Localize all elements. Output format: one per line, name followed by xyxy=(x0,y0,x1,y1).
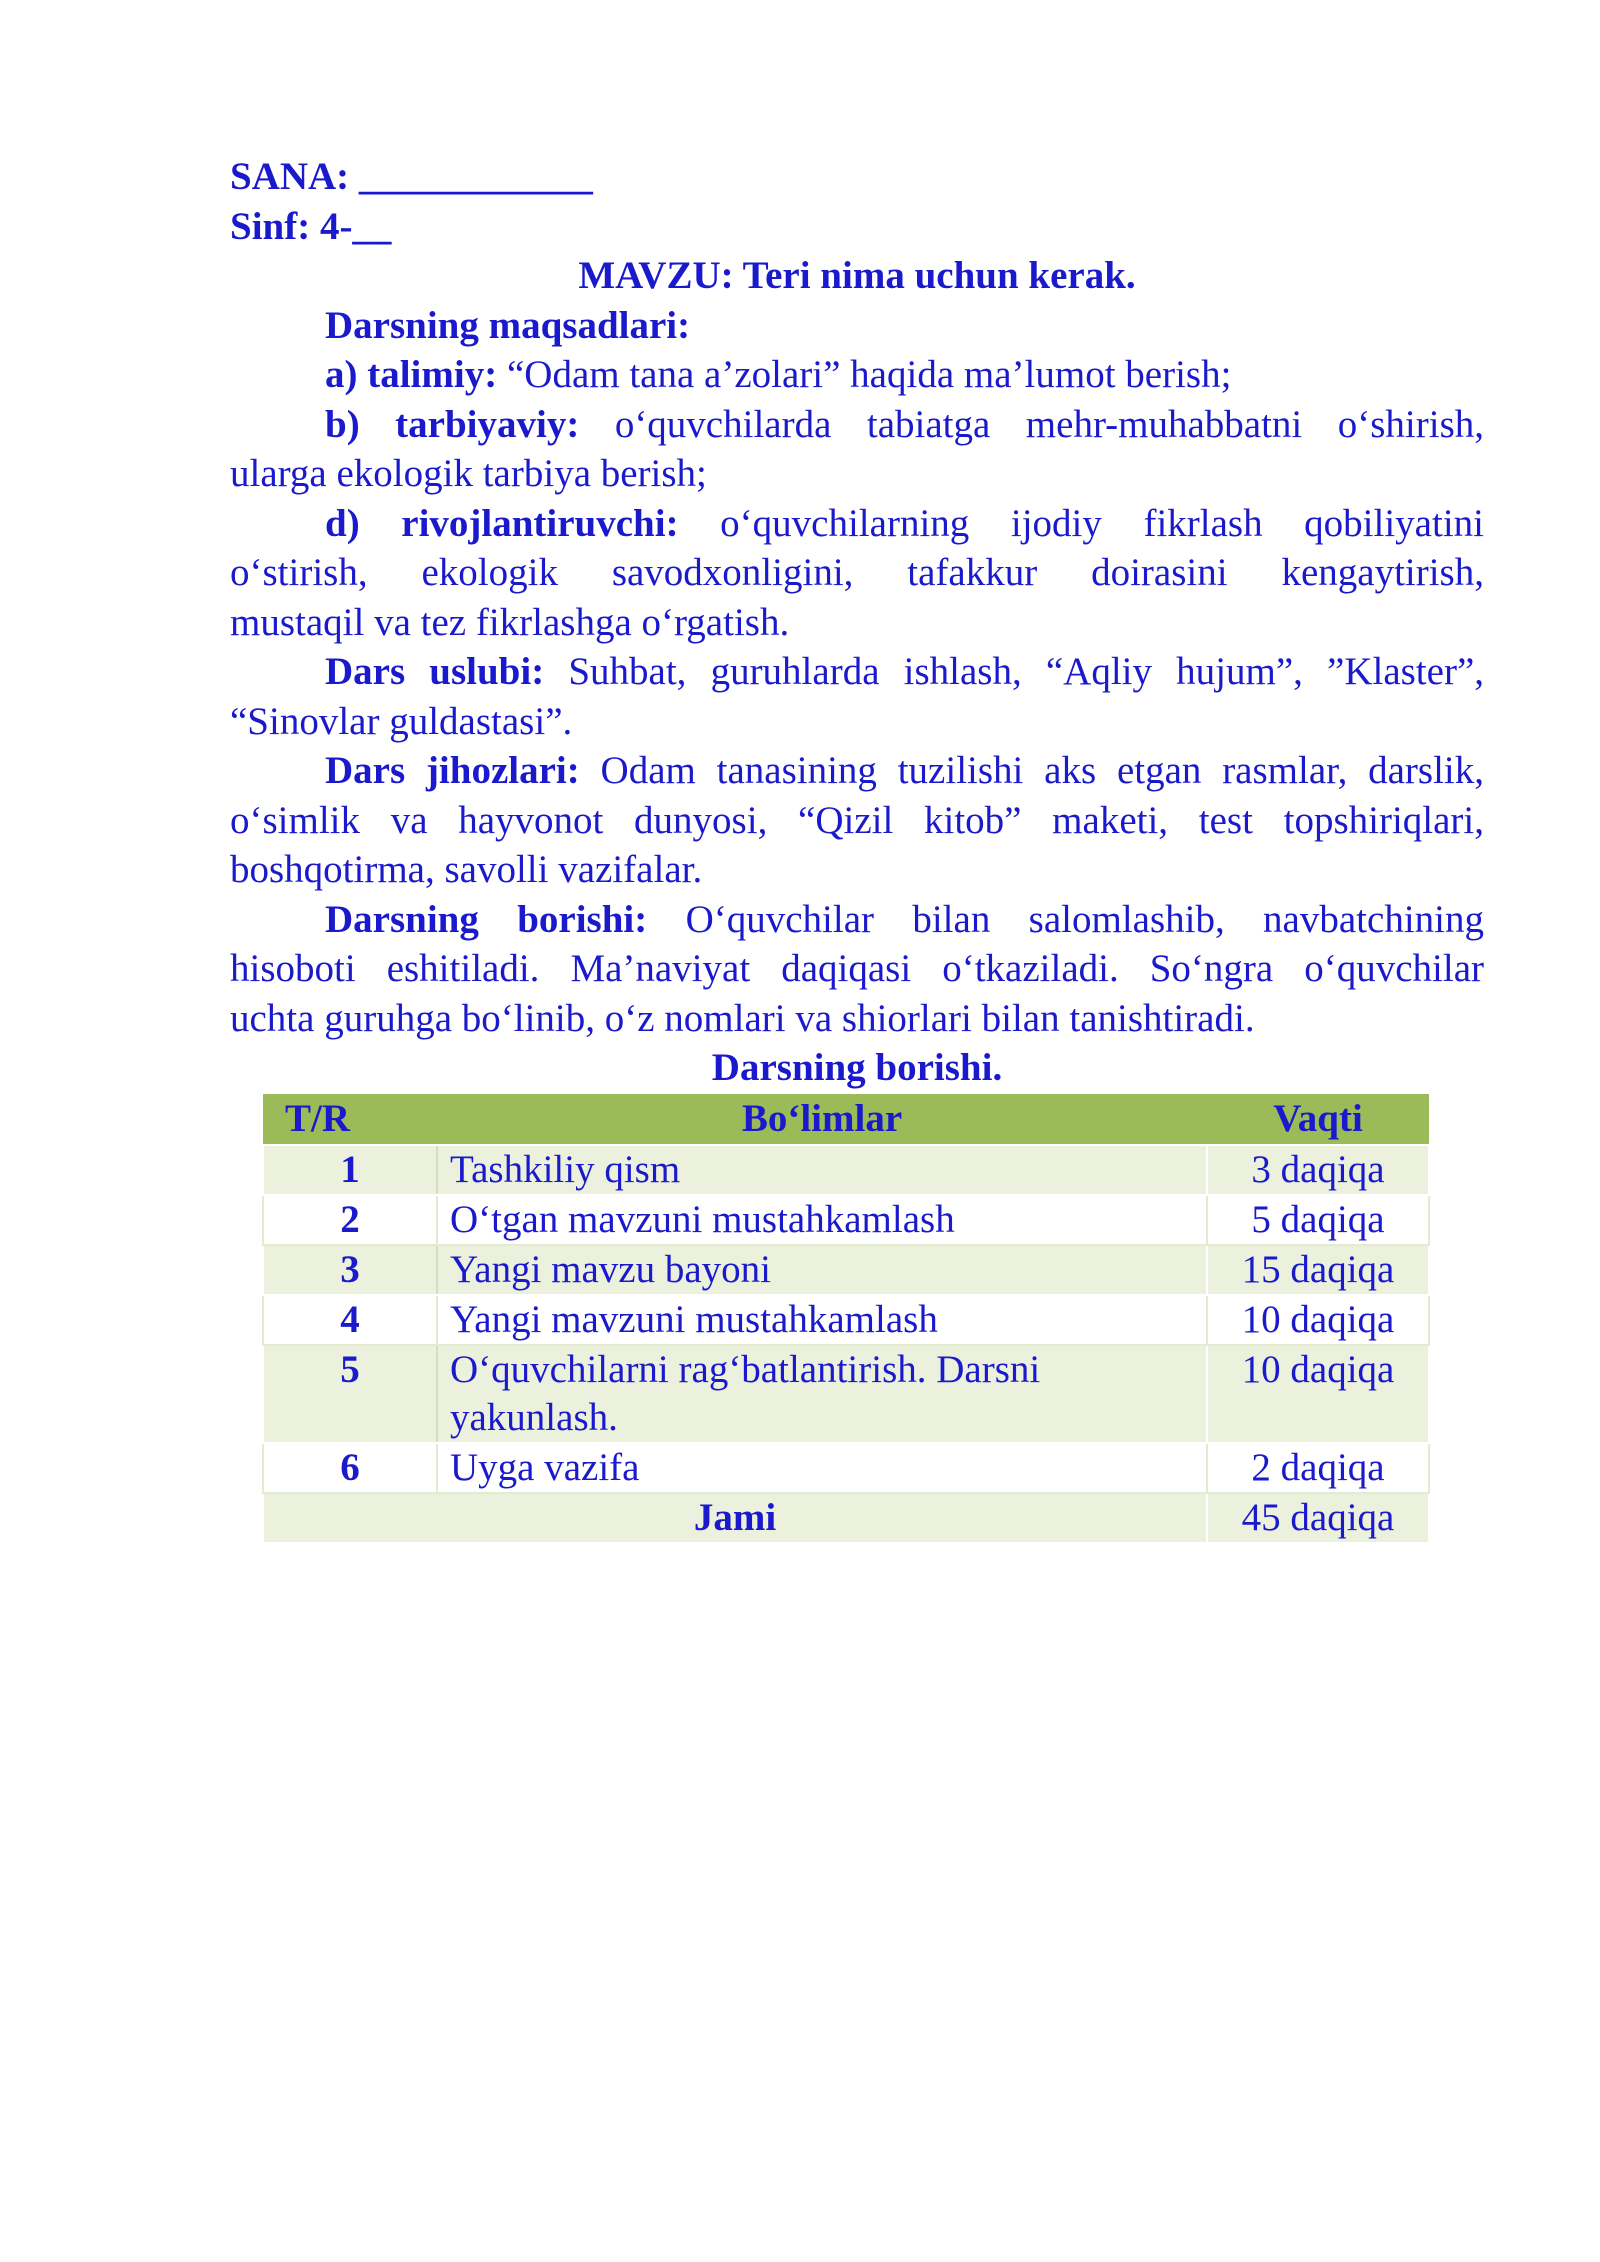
row-section: Yangi mavzu bayoni xyxy=(437,1245,1207,1295)
row-section: Uyga vazifa xyxy=(437,1443,1207,1493)
class-line: Sinf: 4-__ xyxy=(230,204,392,248)
header-section: Bo‘limlar xyxy=(437,1094,1207,1145)
date-line xyxy=(230,152,1484,202)
row-time: 2 daqiqa xyxy=(1207,1443,1429,1493)
row-num: 2 xyxy=(263,1195,437,1245)
row-time: 5 daqiqa xyxy=(1207,1195,1429,1245)
lesson-process-label: Darsning borishi: xyxy=(325,897,648,941)
header-time: Vaqti xyxy=(1207,1094,1429,1145)
lesson-method-text-1: Suhbat, guruhlarda ishlash, “Aqliy hujum”, ”Klaster”, xyxy=(568,650,1485,693)
goal-developmental-text-1: o‘quvchilarning ijodiy fikrlash qobiliyatini xyxy=(720,501,1484,545)
goal-developmental xyxy=(230,499,1484,648)
goal-developmental-text-3: mustaqil va tez fikrlashga o‘rgatish. xyxy=(230,600,790,644)
date-blank: ____________ xyxy=(358,155,593,198)
lesson-equipment-text-3: boshqotirma, savolli vazifalar. xyxy=(230,848,703,891)
goal-developmental-label: d) rivojlantiruvchi: xyxy=(325,501,679,545)
table-row xyxy=(263,1345,1429,1443)
row-section: O‘quvchilarni rag‘batlantirish. Darsni yakunlash. xyxy=(437,1345,1207,1443)
lesson-process-text-1: O‘quvchilar bilan salomlashib, navbatchining xyxy=(685,897,1484,941)
lesson-process-text-3: uchta guruhga bo‘linib, o‘z nomlari va shiorlari bilan tanishtiradi. xyxy=(230,996,1255,1040)
lesson-method-label: Dars uslubi: xyxy=(325,650,545,693)
row-time: 3 daqiqa xyxy=(1207,1145,1429,1195)
row-num: 3 xyxy=(263,1245,437,1295)
goal-upbringing-label: b) tarbiyaviy: xyxy=(325,402,580,446)
row-section: O‘tgan mavzuni mustahkamlash xyxy=(437,1195,1207,1245)
header-num: T/R xyxy=(263,1094,437,1145)
total-label: Jami xyxy=(263,1493,1207,1543)
lesson-method xyxy=(230,647,1484,746)
goal-upbringing xyxy=(230,400,1484,499)
total-time: 45 daqiqa xyxy=(1207,1493,1429,1543)
goal-educational-label: a) talimiy: xyxy=(325,353,498,396)
table-header-row xyxy=(263,1094,1429,1145)
goal-upbringing-text-1: o‘quvchilarda tabiatga mehr-muhabbatni o‘shirish, xyxy=(614,402,1485,446)
goal-educational xyxy=(230,350,1484,400)
goal-upbringing-text-2: ularga ekologik tarbiya berish; xyxy=(230,452,707,495)
table-row xyxy=(263,1195,1429,1245)
lesson-process-text-2: hisoboti eshitiladi. Ma’naviyat daqiqasi o‘tkaziladi. So‘ngra o‘quvchilar xyxy=(230,947,1484,990)
lesson-equipment xyxy=(230,746,1484,895)
document-body xyxy=(230,152,1484,1093)
row-section: Yangi mavzuni mustahkamlash xyxy=(437,1295,1207,1345)
row-num: 1 xyxy=(263,1145,437,1195)
lesson-title: MAVZU: Teri nima uchun kerak. xyxy=(578,254,1136,297)
row-section: Tashkiliy qism xyxy=(437,1145,1207,1195)
row-time: 10 daqiqa xyxy=(1207,1295,1429,1345)
table-row xyxy=(263,1295,1429,1345)
goal-developmental-text-2: o‘stirish, ekologik savodxonligini, tafakkur doirasini kengaytirish, xyxy=(230,551,1484,594)
row-num: 6 xyxy=(263,1443,437,1493)
row-num: 4 xyxy=(263,1295,437,1345)
row-time: 15 daqiqa xyxy=(1207,1245,1429,1295)
lesson-equipment-text-2: o‘simlik va hayvonot dunyosi, “Qizil kitob” maketi, test topshiriqlari, xyxy=(230,798,1484,842)
goals-heading: Darsning maqsadlari: xyxy=(325,303,691,347)
row-time: 10 daqiqa xyxy=(1207,1345,1429,1443)
lesson-method-text-2: “Sinovlar guldastasi”. xyxy=(230,699,573,743)
row-num: 5 xyxy=(263,1345,437,1443)
lesson-equipment-label: Dars jihozlari: xyxy=(325,749,580,792)
table-caption: Darsning borishi. xyxy=(711,1046,1003,1089)
goal-educational-text: “Odam tana a’zolari” haqida ma’lumot berish; xyxy=(506,353,1232,396)
lesson-plan-table xyxy=(262,1094,1430,1544)
table-row xyxy=(263,1245,1429,1295)
lesson-equipment-text-1: Odam tanasining tuzilishi aks etgan rasmlar, darslik, xyxy=(600,749,1485,792)
table-row xyxy=(263,1145,1429,1195)
date-label: SANA: xyxy=(230,155,350,198)
lesson-process xyxy=(230,895,1484,1044)
table-total-row xyxy=(263,1493,1429,1543)
table-row xyxy=(263,1443,1429,1493)
